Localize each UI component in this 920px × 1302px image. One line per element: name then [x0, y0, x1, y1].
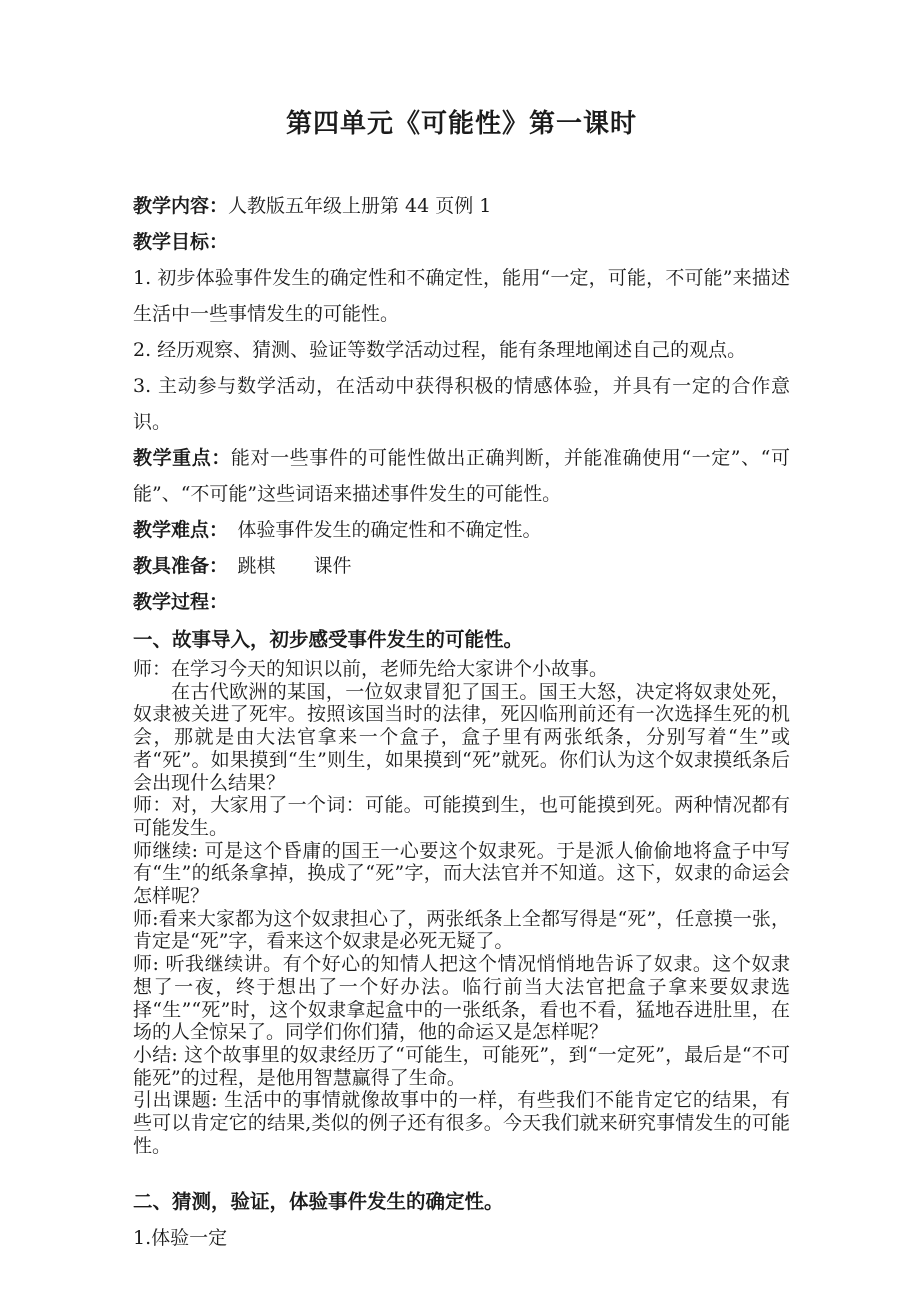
lesson-meta-section: [133, 188, 790, 620]
meta-text: 3. 主动参与数学活动，在活动中获得积极的情感体验，并具有一定的合作意识。: [133, 375, 790, 433]
meta-label: 教具准备：: [133, 555, 219, 577]
meta-teaching-process: [133, 584, 790, 620]
story-paragraph: 师: 听我继续讲。有个好心的知情人把这个情况悄悄地告诉了奴隶。这个奴隶想了一夜，终于想出了一个好办法。临行前当大法官把盒子拿来要奴隶选择“生”“死”时，这个奴隶拿起盒中的一张纸条，看也不看，猛地吞进肚里，在场的人全惊呆了。同学们你们猜，他的命运又是怎样呢？: [133, 953, 790, 1044]
section-2-subitem: 1.体验一定: [133, 1227, 228, 1250]
meta-text: 体验事件发生的确定性和不确定性。: [218, 519, 542, 541]
meta-teaching-content: [133, 188, 790, 224]
meta-text: 人教版五年级上册第 44 页例 1: [228, 195, 492, 217]
goal-item-3: [133, 368, 790, 440]
meta-teaching-aids: [133, 548, 790, 584]
meta-text: 1. 初步体验事件发生的确定性和不确定性，能用“一定，可能，不可能”来描述生活中一些事情发生的可能性。: [133, 267, 790, 325]
meta-difficulties: [133, 512, 790, 548]
meta-text: 2. 经历观察、猜测、验证等数学活动过程，能有条理地阐述自己的观点。: [133, 339, 747, 361]
story-paragraph: 小结: 这个故事里的奴隶经历了“可能生，可能死”，到“一定死”，最后是“不可能死”的过程，是他用智慧赢得了生命。: [133, 1043, 790, 1089]
document-title: 第四单元《可能性》第一课时: [285, 109, 637, 139]
meta-key-points: [133, 440, 790, 512]
story-paragraph: 在古代欧洲的某国，一位奴隶冒犯了国王。国王大怒，决定将奴隶处死，奴隶被关进了死牢。按照该国当时的法律，死囚临刑前还有一次选择生死的机会，那就是由大法官拿来一个盒子，盒子里有两张纸条，分别写着“生”或者“死”。如果摸到“生”则生，如果摸到“死”就死。你们认为这个奴隶摸纸条后会出现什么结果？: [133, 680, 790, 794]
section-1-heading: 一、故事导入，初步感受事件发生的可能性。: [133, 628, 524, 651]
meta-text: 能对一些事件的可能性做出正确判断，并能准确使用“一定”、“可能”、“不可能”这些词语来描述事件发生的可能性。: [133, 447, 790, 505]
story-paragraph: 师：对，大家用了一个词：可能。可能摸到生，也可能摸到死。两种情况都有可能发生。: [133, 794, 790, 839]
meta-label: 教学重点：: [133, 447, 231, 469]
goal-item-1: [133, 260, 790, 332]
story-paragraph: 引出课题: 生活中的事情就像故事中的一样，有些我们不能肯定它的结果，有些可以肯定它的结果,类似的例子还有很多。今天我们就来研究事情发生的可能性。: [133, 1089, 790, 1157]
section-2-heading: 二、猜测，验证，体验事件发生的确定性。: [133, 1190, 504, 1214]
story-section: [133, 658, 790, 1157]
meta-label: 教学难点：: [133, 519, 219, 541]
meta-label: 教学内容：: [133, 195, 229, 217]
meta-text: 跳棋 课件: [218, 555, 352, 577]
meta-teaching-goals: [133, 224, 790, 260]
meta-label: 教学过程：: [133, 591, 229, 613]
goal-item-2: [133, 332, 790, 368]
story-paragraph: 师:看来大家都为这个奴隶担心了，两张纸条上全都写得是“死”，任意摸一张，肯定是“死”字，看来这个奴隶是必死无疑了。: [133, 907, 790, 953]
story-paragraph: 师：在学习今天的知识以前，老师先给大家讲个小故事。: [133, 658, 609, 680]
meta-label: 教学目标：: [133, 231, 229, 253]
story-paragraph: 师继续: 可是这个昏庸的国王一心要这个奴隶死。于是派人偷偷地将盒子中写有“生”的纸条拿掉，换成了“死”字，而大法官并不知道。这下，奴隶的命运会怎样呢？: [133, 839, 790, 908]
